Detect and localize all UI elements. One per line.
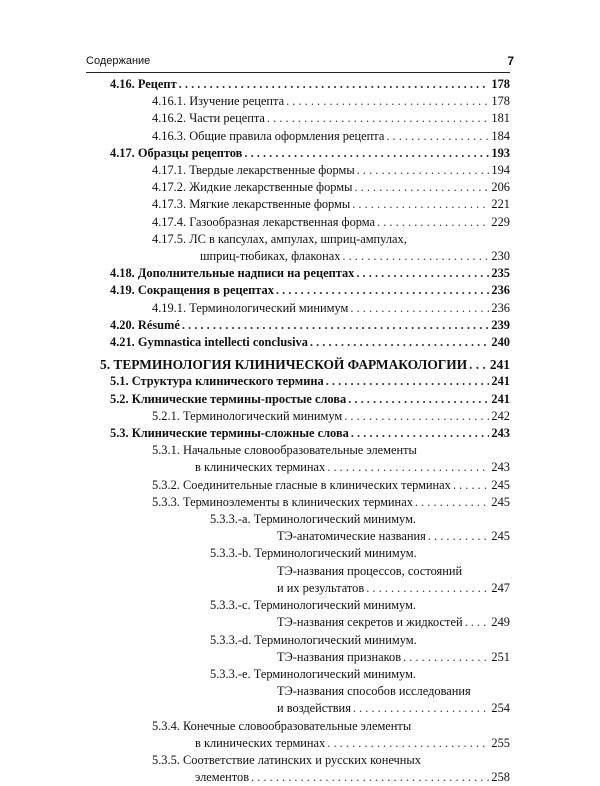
dot-leader [276,282,490,299]
toc-title: Gymnastica intellecti conclusiva [137,335,308,350]
toc-title: Начальные словообразовательные элементы [183,443,417,458]
toc-title: Изучение рецепта [189,94,285,109]
toc-entry[interactable] [100,425,510,442]
toc-number: 5.3.2. [152,477,180,492]
toc-entry-continuation[interactable] [100,528,510,545]
toc-number: 4.19.1. [152,300,187,315]
toc-title-continued: в клинических терминах [195,460,326,475]
toc-entry-continuation[interactable] [100,459,510,476]
toc-entry[interactable] [100,93,510,110]
toc-title: Терминологический минимум. [254,546,417,561]
toc-entry[interactable] [100,300,510,317]
toc-title: Клинические термины-простые слова [131,391,347,406]
toc-page: 236 [491,300,510,315]
dot-leader [356,265,489,282]
toc-entry-first-line[interactable] [100,632,510,649]
toc-entry-first-line[interactable] [100,666,510,683]
toc-title: Образцы рецептов [137,145,243,160]
toc-entry[interactable] [100,76,510,93]
toc-title: Мягкие лекарственные формы [189,197,351,212]
toc-title: Общие правила оформления рецепта [189,128,385,143]
running-head: Содержание [86,55,151,67]
toc-number: 5.3.1. [152,443,180,458]
page-number: 7 [507,54,514,68]
toc-chapter-entry[interactable] [100,356,510,373]
toc-entry[interactable] [100,179,510,196]
toc-title: Рецепт [137,77,177,91]
toc-page: 229 [491,214,510,229]
toc-number: 5.3.3.-a. [210,512,251,527]
toc-number: 5.3.5. [152,752,180,767]
toc-page: 243 [491,460,510,475]
dot-leader [366,580,489,597]
toc-number: 5.3.3.-b. [210,546,252,561]
dot-leader [353,700,490,717]
table-of-contents [100,76,510,786]
toc-entry-continuation[interactable] [100,248,510,265]
dot-leader [352,196,489,213]
toc-entry[interactable] [100,162,510,179]
toc-page: 194 [491,163,510,178]
toc-page: 243 [491,426,510,441]
toc-page: 241 [489,357,510,373]
header-rule [86,72,510,73]
toc-entry[interactable] [100,145,510,162]
toc-title-continued: ТЭ-названия процессов, состояний [277,563,463,578]
toc-number: 4.16.2. [152,111,187,126]
dot-leader [342,248,489,265]
toc-title: Соответствие латинских и русских конечных [183,752,421,767]
toc-title: Газообразная лекарственная форма [189,214,376,229]
toc-title-continued: ТЭ-анатомические названия [277,529,426,544]
toc-entry[interactable] [100,373,510,390]
toc-number: 4.17. [110,145,135,160]
dot-leader [348,391,489,408]
toc-entry-first-line[interactable] [100,718,510,735]
toc-number: 4.16.1. [152,94,187,109]
toc-page: 181 [491,111,510,126]
dot-leader [469,356,488,373]
toc-entry-continuation[interactable] [100,735,510,752]
toc-page: 235 [491,266,510,281]
toc-number: 4.16.3. [152,128,187,143]
toc-number: 4.17.1. [152,163,187,178]
toc-page: 206 [491,180,510,195]
toc-number: 5.1. [110,374,129,389]
toc-number: 5.2. [110,391,129,406]
toc-entry[interactable] [100,196,510,213]
toc-entry-first-line[interactable] [100,545,510,562]
toc-page: 184 [491,128,510,143]
toc-number: 5. [100,357,111,373]
toc-title: Жидкие лекарственные формы [189,180,353,195]
toc-page: 241 [491,391,510,406]
dot-leader [251,769,489,786]
dot-leader [244,145,489,162]
toc-entry[interactable] [100,494,510,511]
toc-title-continued: ТЭ-названия секретов и жидкостей [277,615,463,630]
toc-title-continued: и воздействия [277,701,351,716]
dot-leader [351,425,490,442]
toc-entry[interactable] [100,317,510,334]
toc-page: 255 [491,735,510,750]
dot-leader [403,649,489,666]
toc-page: 178 [491,77,510,91]
dot-leader [357,162,490,179]
toc-title-continued: шприц-тюбиках, флаконах [200,249,341,264]
toc-title: Терминологический минимум. [253,512,417,527]
toc-title-continued: ТЭ-названия признаков [277,649,402,664]
dot-leader [326,373,490,390]
toc-number: 5.3. [110,426,129,441]
dot-leader [286,93,489,110]
toc-entry-first-line[interactable] [100,231,510,248]
toc-entry-first-line[interactable] [100,511,510,528]
toc-page: 240 [491,335,510,350]
toc-number: 4.18. [110,266,135,281]
toc-number: 4.19. [110,283,135,298]
toc-number: 5.3.3.-c. [210,598,251,613]
toc-title: Твердые лекарственные формы [189,163,355,178]
toc-number: 4.17.5. [152,231,187,246]
toc-number: 5.3.3.-d. [210,632,252,647]
toc-title: Сокращения в рецептах [137,283,274,298]
toc-title-continued: в клинических терминах [195,735,326,750]
toc-title: Дополнительные надписи на рецептах [137,266,355,281]
toc-number: 4.21. [110,335,135,350]
toc-page: 251 [491,649,510,664]
toc-entry[interactable] [100,110,510,127]
toc-page: 258 [491,770,510,785]
toc-page: 247 [491,580,510,595]
toc-page: 236 [491,283,510,298]
toc-entry-continuation[interactable] [100,700,510,717]
dot-leader [310,334,490,351]
toc-title-continued: ТЭ-названия способов исследования [277,684,471,699]
toc-number: 5.3.3.-e. [210,666,251,681]
dot-leader [465,614,490,631]
toc-number: 4.20. [110,317,135,332]
dot-leader [327,459,489,476]
toc-title-continued: и их результатов [277,580,365,595]
dot-leader [182,317,490,334]
toc-page: 254 [491,701,510,716]
toc-title: Résumé [137,317,180,332]
toc-number: 5.3.3. [152,494,180,509]
toc-entry-continuation[interactable] [100,649,510,666]
toc-entry[interactable] [100,391,510,408]
dot-leader [415,494,490,511]
toc-page: 239 [491,317,510,332]
page-header [72,50,528,70]
dot-leader [453,477,490,494]
toc-entry[interactable] [100,282,510,299]
toc-page: 178 [491,94,510,109]
toc-entry-continuation[interactable] [100,580,510,597]
toc-title: Терминологический минимум. [253,666,417,681]
toc-entry-first-line[interactable] [100,597,510,614]
dot-leader [386,128,489,145]
toc-title-continued: элементов [195,770,250,785]
toc-title: Клинические термины-сложные слова [131,426,349,441]
toc-entry[interactable] [100,214,510,231]
toc-title: ЛС в капсулах, ампулах, шприц-ампулах, [189,231,407,246]
dot-leader [327,735,489,752]
dot-leader [354,179,489,196]
dot-leader [350,300,489,317]
toc-number: 4.17.2. [152,180,187,195]
toc-page: 249 [491,615,510,630]
spacer [100,351,510,353]
dot-leader [179,76,490,93]
toc-entry-continuation[interactable] [100,614,510,631]
toc-title: Терминоэлементы в клинических терминах [183,494,413,509]
dot-leader [377,214,489,231]
toc-number: 4.17.3. [152,197,187,212]
toc-title: Структура клинического термина [131,374,324,389]
toc-page: 230 [491,249,510,264]
toc-entry-continuation[interactable] [100,769,510,786]
toc-number: 5.3.4. [152,718,180,733]
toc-page: 241 [491,374,510,389]
toc-number: 4.16. [110,77,135,91]
toc-entry-line [100,563,510,580]
toc-title: Конечные словообразовательные элементы [183,718,412,733]
dot-leader [428,528,490,545]
dot-leader [344,408,489,425]
dot-leader [267,110,490,127]
toc-number: 4.17.4. [152,214,187,229]
toc-number: 5.2.1. [152,408,180,423]
toc-page: 193 [491,145,510,160]
toc-entry[interactable] [100,477,510,494]
toc-title: Терминологический минимум [189,300,349,315]
toc-entry-first-line[interactable] [100,442,510,459]
toc-title: Соединительные гласные в клинических терминах [183,477,451,492]
toc-page: 245 [491,494,510,509]
toc-page: 245 [491,477,510,492]
toc-page: 221 [491,197,510,212]
toc-title: Части рецепта [189,111,265,126]
toc-page: 245 [491,529,510,544]
toc-title: ТЕРМИНОЛОГИЯ КЛИНИЧЕСКОЙ ФАРМАКОЛОГИИ [113,357,468,373]
toc-entry-first-line[interactable] [100,752,510,769]
toc-title: Терминологический минимум. [253,598,417,613]
toc-entry[interactable] [100,334,510,351]
toc-entry[interactable] [100,128,510,145]
toc-entry-line [100,683,510,700]
toc-entry[interactable] [100,265,510,282]
toc-title: Терминологический минимум. [254,632,417,647]
toc-page: 242 [491,408,510,423]
toc-entry[interactable] [100,408,510,425]
toc-title: Терминологический минимум [183,408,343,423]
